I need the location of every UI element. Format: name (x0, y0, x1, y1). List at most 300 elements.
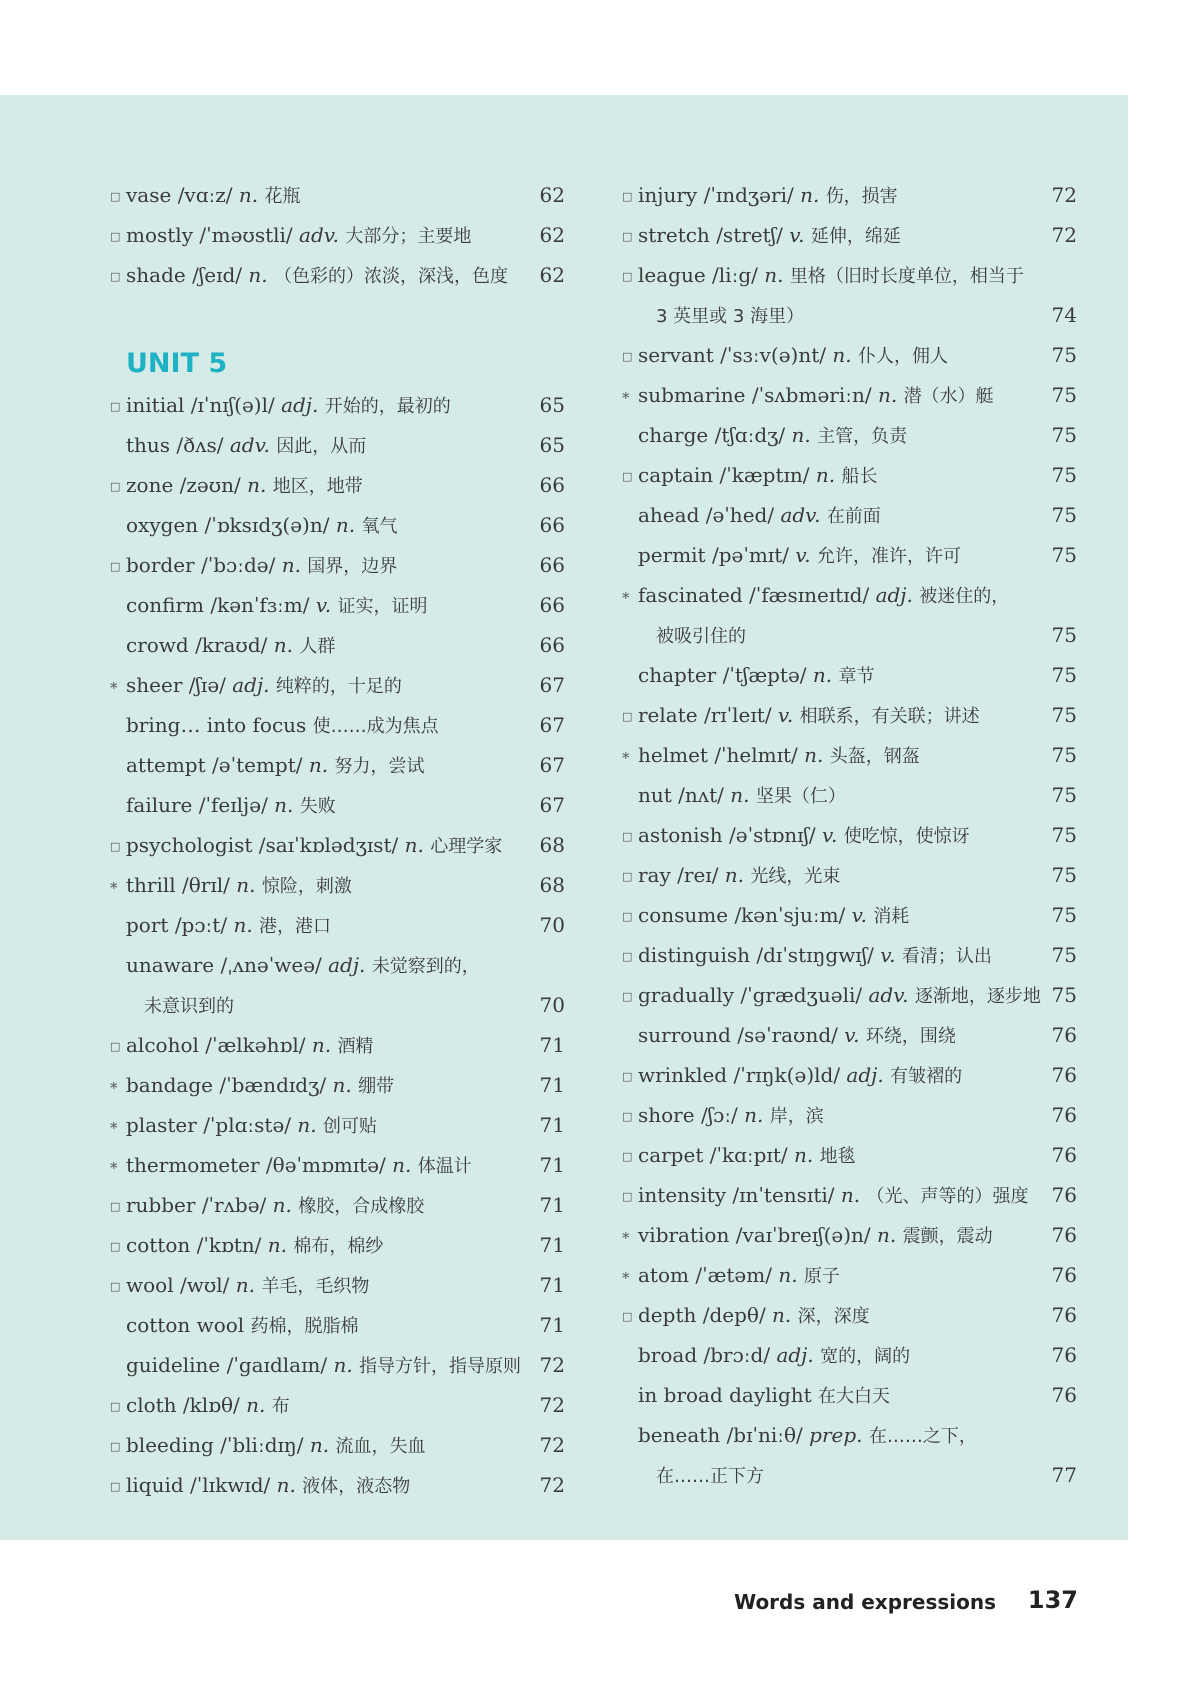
entry-page: 75 (1051, 863, 1077, 887)
entry-text (144, 993, 234, 1019)
vocab-entry (622, 1335, 1077, 1375)
entry-translation: 心理学家 (430, 836, 503, 857)
entry-word: thus (126, 433, 171, 457)
entry-phonetic: /ˈkɑːpɪt/ (709, 1143, 788, 1167)
entry-phonetic: /ˈɪndʒəri/ (703, 183, 794, 207)
entry-translation: 国界，边界 (307, 556, 398, 577)
entry-word: failure (126, 793, 193, 817)
entry-translation: 环绕，围绕 (865, 1026, 956, 1047)
entry-translation: 深，深度 (797, 1306, 870, 1327)
entry-word: captain (638, 463, 714, 487)
entry-text (622, 1423, 977, 1449)
entry-page: 76 (1051, 1263, 1077, 1287)
entry-word: psychologist (126, 833, 253, 857)
small-square-icon: □ (622, 990, 633, 1003)
entry-text (110, 1273, 369, 1299)
entry-phonetic: /dɪˈstɪŋgwɪʃ/ (756, 943, 874, 967)
entry-page: 68 (539, 873, 565, 897)
entry-text (622, 503, 881, 529)
entry-word: zone (126, 473, 174, 497)
entry-translation: 地毯 (819, 1146, 856, 1167)
entry-text (622, 823, 970, 849)
entry-page: 62 (539, 223, 565, 247)
vocab-entry (622, 1055, 1077, 1095)
entry-word: thrill (126, 873, 176, 897)
entry-word: alcohol (126, 1033, 199, 1057)
vocab-entry (622, 1415, 1077, 1455)
entry-page: 66 (539, 593, 565, 617)
vocab-entry (622, 655, 1077, 695)
entry-page: 72 (1051, 183, 1077, 207)
entry-page: 71 (539, 1073, 565, 1097)
vocab-entry (622, 1375, 1077, 1415)
asterisk-icon: * (110, 1119, 118, 1137)
entry-phonetic: /əˈtempt/ (212, 753, 303, 777)
entry-translation: 失败 (299, 796, 336, 817)
entry-page: 76 (1051, 1383, 1077, 1407)
asterisk-icon: * (110, 1159, 118, 1177)
entry-text (110, 183, 301, 209)
small-square-icon: □ (622, 830, 633, 843)
entry-pos: adv. (229, 433, 270, 457)
entry-pos: v. (851, 903, 867, 927)
vocab-entry (622, 895, 1077, 935)
entry-word: oxygen (126, 513, 199, 537)
entry-page: 67 (539, 673, 565, 697)
entry-page: 75 (1051, 623, 1077, 647)
entry-text (110, 553, 397, 579)
entry-word: astonish (638, 823, 723, 847)
entry-text (110, 1233, 383, 1259)
entry-pos: n. (804, 743, 824, 767)
entry-text (622, 663, 875, 689)
vocab-entry (622, 375, 1077, 415)
entry-pos: n. (335, 513, 356, 537)
entry-pos: n. (272, 1193, 292, 1217)
vocab-entry (110, 255, 565, 295)
entry-page: 77 (1051, 1463, 1077, 1487)
entry-translation: 允许，准许，许可 (817, 546, 961, 567)
entry-word: bandage (126, 1073, 213, 1097)
entry-pos: adj. (776, 1343, 814, 1367)
entry-phonetic: /əˈhed/ (705, 503, 775, 527)
entry-page: 66 (539, 513, 565, 537)
entry-pos: n. (233, 913, 253, 937)
entry-phonetic: /əˈstɒnɪʃ/ (729, 823, 816, 847)
entry-pos: n. (273, 633, 293, 657)
asterisk-icon: * (110, 679, 118, 697)
entry-text (110, 873, 352, 900)
entry-page: 68 (539, 833, 565, 857)
entry-word: cotton wool (126, 1313, 245, 1337)
entry-page: 65 (539, 393, 565, 417)
vocab-entry (622, 495, 1077, 535)
entry-page: 72 (539, 1393, 565, 1417)
entry-phonetic: /klɒθ/ (182, 1393, 240, 1417)
footer-section-title: Words and expressions (734, 1590, 996, 1614)
vocab-entry (110, 785, 565, 825)
entry-page: 76 (1051, 1343, 1077, 1367)
entry-text (622, 263, 1024, 289)
entry-pos: n. (281, 553, 301, 577)
entry-pos: adj. (232, 673, 270, 697)
entry-pos: v. (777, 703, 794, 727)
entry-text (110, 1113, 377, 1140)
entry-page: 66 (539, 473, 565, 497)
entry-translation: 坚果（仁） (755, 786, 846, 807)
vocab-entry (110, 215, 565, 255)
entry-continuation (110, 985, 565, 1025)
small-square-icon: □ (110, 1040, 121, 1053)
entry-translation: 使……成为焦点 (312, 716, 439, 737)
entry-page: 71 (539, 1273, 565, 1297)
entry-page: 76 (1051, 1303, 1077, 1327)
vocab-entry (110, 1265, 565, 1305)
entry-phonetic: /ˈlɪkwɪd/ (190, 1473, 271, 1497)
entry-page: 76 (1051, 1223, 1077, 1247)
entry-word: broad (638, 1343, 698, 1367)
entry-word: helmet (638, 743, 708, 767)
vocab-entry (110, 745, 565, 785)
entry-word: beneath (638, 1423, 721, 1447)
entry-word: border (126, 553, 195, 577)
vocab-entry (622, 735, 1077, 775)
entry-translation: 指导方针，指导原则 (359, 1356, 522, 1377)
entry-page: 75 (1051, 423, 1077, 447)
vocab-entry (110, 665, 565, 705)
vocab-entry (110, 385, 565, 425)
entry-pos: n. (274, 793, 294, 817)
entry-page: 76 (1051, 1023, 1077, 1047)
vocab-entry (622, 1295, 1077, 1335)
small-square-icon: □ (622, 1150, 633, 1163)
entry-pos: v. (880, 943, 896, 967)
left-column (110, 175, 565, 1505)
entry-phonetic: /saɪˈkɒlədʒɪst/ (258, 833, 399, 857)
entry-page: 71 (539, 1193, 565, 1217)
entry-translation: 花瓶 (264, 186, 301, 207)
entry-page: 75 (1051, 383, 1077, 407)
entry-pos: n. (247, 473, 267, 497)
entry-word: stretch (638, 223, 710, 247)
entry-translation: 被迷住的， (919, 586, 1010, 607)
vocab-entry (622, 695, 1077, 735)
entry-pos: n. (730, 783, 750, 807)
entry-translation: 布 (271, 1396, 290, 1417)
entry-word: atom (638, 1263, 689, 1287)
entry-translation: 宽的，阔的 (820, 1346, 911, 1367)
entry-page: 62 (539, 263, 565, 287)
entry-translation: 岸，滨 (769, 1106, 824, 1127)
entry-pos: n. (812, 663, 833, 687)
entry-page: 75 (1051, 743, 1077, 767)
small-square-icon: □ (622, 350, 633, 363)
small-square-icon: □ (110, 400, 121, 413)
entry-page: 75 (1051, 463, 1077, 487)
entry-pos: n. (815, 463, 836, 487)
right-column (622, 175, 1077, 1495)
entry-word: plaster (126, 1113, 197, 1137)
asterisk-icon: * (622, 1229, 630, 1247)
entry-translation: 主管，负责 (817, 426, 908, 447)
vocab-entry (622, 255, 1077, 295)
vocab-entry (110, 545, 565, 585)
entry-pos: adj. (328, 953, 366, 977)
entry-page: 72 (539, 1353, 565, 1377)
entry-page: 71 (539, 1153, 565, 1177)
vocab-entry (622, 855, 1077, 895)
entry-word: vibration (638, 1223, 730, 1247)
entry-pos: adv. (868, 983, 909, 1007)
entry-translation: 氧气 (361, 516, 398, 537)
entry-phonetic: /ˈsɜːv(ə)nt/ (720, 343, 826, 367)
vocab-entry (622, 1135, 1077, 1175)
entry-phonetic: /ˈsʌbməriːn/ (751, 383, 872, 407)
entry-pos: n. (236, 873, 256, 897)
entry-page: 72 (1051, 223, 1077, 247)
entry-phonetic: /ðʌs/ (176, 433, 224, 457)
entry-text (110, 1433, 425, 1459)
vocab-entry (110, 585, 565, 625)
entry-page: 75 (1051, 783, 1077, 807)
entry-phonetic: /ˈgrædʒuəli/ (740, 983, 863, 1007)
vocab-entry (110, 625, 565, 665)
asterisk-icon: * (110, 1079, 118, 1097)
entry-phonetic: /pəˈmɪt/ (711, 543, 789, 567)
entry-text (110, 473, 363, 499)
entry-translation: 橡胶，合成橡胶 (298, 1196, 425, 1217)
entry-translation: 绷带 (358, 1076, 395, 1097)
entry-word: depth (638, 1303, 697, 1327)
vocab-entry (110, 1105, 565, 1145)
entry-text (622, 863, 840, 889)
entry-phonetic: /ɪnˈtensɪti/ (732, 1183, 835, 1207)
small-square-icon: □ (622, 950, 633, 963)
entry-pos: n. (793, 1143, 814, 1167)
entry-translation: 震颤，震动 (902, 1226, 993, 1247)
entry-text (622, 943, 992, 969)
footer-page-number: 137 (1027, 1586, 1078, 1614)
entry-page: 72 (539, 1433, 565, 1457)
entry-pos: v. (822, 823, 838, 847)
entry-text (110, 1073, 394, 1100)
entry-phonetic: /ʃɪə/ (188, 673, 226, 697)
asterisk-icon: * (622, 589, 630, 607)
entry-word: surround (638, 1023, 731, 1047)
entry-word: fascinated (638, 583, 743, 607)
entry-pos: n. (840, 1183, 861, 1207)
entry-word: ahead (638, 503, 700, 527)
entry-phonetic: /ˈrɪŋk(ə)ld/ (733, 1063, 841, 1087)
entry-word: liquid (126, 1473, 184, 1497)
unit-heading: UNIT 5 (126, 348, 228, 379)
entry-text (622, 743, 920, 770)
entry-phonetic: /vaɪˈbreɪʃ(ə)n/ (735, 1223, 871, 1247)
small-square-icon: □ (622, 1070, 633, 1083)
vocab-entry (110, 1065, 565, 1105)
entry-page: 71 (539, 1313, 565, 1337)
entry-phonetic: /ˈælkəhɒl/ (205, 1033, 306, 1057)
entry-text (622, 703, 980, 729)
entry-translation: 章节 (838, 666, 875, 687)
asterisk-icon: * (622, 1269, 630, 1287)
entry-pos: adj. (846, 1063, 884, 1087)
entry-phonetic: /ˈbændɪdʒ/ (219, 1073, 327, 1097)
vocab-entry (110, 1345, 565, 1385)
entry-phonetic: /θrɪl/ (182, 873, 230, 897)
entry-pos: n. (276, 1473, 296, 1497)
entry-pos: n. (248, 263, 268, 287)
entry-word: guideline (126, 1353, 221, 1377)
entry-text (110, 713, 439, 739)
entry-page: 76 (1051, 1063, 1077, 1087)
entry-page: 75 (1051, 823, 1077, 847)
entry-pos: n. (309, 1433, 330, 1457)
small-square-icon: □ (110, 840, 121, 853)
entry-phonetic: /ˌʌnəˈweə/ (220, 953, 322, 977)
entry-continuation (622, 615, 1077, 655)
entry-page: 75 (1051, 903, 1077, 927)
entry-pos: n. (392, 1153, 412, 1177)
entry-text (110, 833, 502, 859)
entry-word: ray (638, 863, 671, 887)
entry-text (110, 593, 427, 619)
entry-word: vase (126, 183, 172, 207)
entry-word: consume (638, 903, 729, 927)
entry-page: 70 (539, 993, 565, 1017)
entry-pos: n. (800, 183, 820, 207)
entry-page: 72 (539, 1473, 565, 1497)
entry-text (622, 383, 994, 410)
entry-text (656, 1463, 764, 1489)
entry-page: 67 (539, 753, 565, 777)
entry-translation: 药棉，脱脂棉 (250, 1316, 359, 1337)
asterisk-icon: * (622, 749, 630, 767)
entry-word: injury (638, 183, 698, 207)
entry-phonetic: /ʃɔː/ (700, 1103, 738, 1127)
entry-phonetic: /pɔːt/ (174, 913, 228, 937)
entry-phonetic: /ˈgaɪdlaɪn/ (226, 1353, 328, 1377)
entry-phonetic: /ˈhelmɪt/ (714, 743, 798, 767)
entry-text (110, 1313, 359, 1339)
small-square-icon: □ (110, 1200, 121, 1213)
entry-pos: adj. (281, 393, 319, 417)
entry-translation: 纯粹的，十足的 (275, 676, 402, 697)
small-square-icon: □ (110, 1240, 121, 1253)
entry-word: shade (126, 263, 186, 287)
small-square-icon: □ (622, 470, 633, 483)
small-square-icon: □ (110, 230, 121, 243)
entry-text (622, 903, 909, 929)
entry-text (110, 793, 336, 819)
entry-pos: n. (877, 1223, 897, 1247)
entry-text (110, 263, 508, 289)
entry-phonetic: /ɪˈnɪʃ(ə)l/ (190, 393, 275, 417)
entry-translation: 未觉察到的， (371, 956, 480, 977)
entry-word: cloth (126, 1393, 177, 1417)
entry-text (110, 1393, 290, 1419)
entry-translation: 使吃惊，使惊讶 (843, 826, 970, 847)
entry-phonetic: /ˈplɑːstə/ (203, 1113, 292, 1137)
entry-pos: n. (311, 1033, 332, 1057)
entry-page: 71 (539, 1233, 565, 1257)
entry-phonetic: /nʌt/ (678, 783, 724, 807)
entry-word: charge (638, 423, 709, 447)
entry-page: 76 (1051, 1183, 1077, 1207)
entry-phonetic: /brɔːd/ (703, 1343, 771, 1367)
small-square-icon: □ (622, 1110, 633, 1123)
vocab-entry (110, 1385, 565, 1425)
entry-pos: v. (844, 1023, 860, 1047)
entry-text (622, 1143, 856, 1169)
entry-word: in broad daylight (638, 1383, 812, 1407)
entry-word: submarine (638, 383, 746, 407)
entry-translation: 光线，光束 (750, 866, 841, 887)
entry-translation: （光、声等的）强度 (866, 1186, 1029, 1207)
small-square-icon: □ (622, 910, 633, 923)
asterisk-icon: * (110, 879, 118, 897)
entry-translation: 在大白天 (818, 1386, 891, 1407)
entry-phonetic: /ˈkæptɪn/ (719, 463, 810, 487)
entry-text (110, 913, 331, 939)
vocab-entry (110, 175, 565, 215)
entry-text (656, 623, 746, 649)
entry-translation: 3 英里或 3 海里） (656, 306, 805, 327)
entry-phonetic: /ˈtʃæptə/ (722, 663, 807, 687)
entry-text (110, 633, 335, 659)
entry-phonetic: /ˈfeɪljə/ (198, 793, 268, 817)
entry-translation: 船长 (841, 466, 878, 487)
entry-translation: （色彩的）浓淡，深浅，色度 (274, 266, 508, 287)
entry-pos: v. (315, 593, 332, 617)
vocab-entry (622, 935, 1077, 975)
entry-page: 75 (1051, 703, 1077, 727)
entry-translation: 原子 (803, 1266, 840, 1287)
entry-text (622, 543, 961, 569)
entry-page: 65 (539, 433, 565, 457)
entry-text (110, 223, 471, 249)
entry-word: servant (638, 343, 714, 367)
entry-phonetic: /kənˈsjuːm/ (734, 903, 846, 927)
vocab-entry (110, 945, 565, 985)
vocab-entry (110, 1305, 565, 1345)
vocab-entry (110, 1465, 565, 1505)
entry-word: carpet (638, 1143, 704, 1167)
entry-translation: 地区，地带 (272, 476, 363, 497)
entry-word: thermometer (126, 1153, 260, 1177)
entry-translation: 惊险，刺激 (261, 876, 352, 897)
entry-translation: 头盔，钢盔 (829, 746, 920, 767)
entry-phonetic: /rɪˈleɪt/ (703, 703, 772, 727)
entry-page: 67 (539, 713, 565, 737)
entry-word: distinguish (638, 943, 751, 967)
entry-pos: n. (333, 1353, 353, 1377)
entry-text (622, 1023, 956, 1049)
entry-phonetic: /səˈraʊnd/ (737, 1023, 838, 1047)
vocab-entry (110, 1145, 565, 1185)
small-square-icon: □ (622, 1310, 633, 1323)
vocab-entry (622, 775, 1077, 815)
entry-word: league (638, 263, 706, 287)
entry-pos: n. (332, 1073, 352, 1097)
vocab-entry (622, 975, 1077, 1015)
entry-translation: 消耗 (873, 906, 910, 927)
entry-word: crowd (126, 633, 189, 657)
entry-phonetic: /ˈætəm/ (695, 1263, 772, 1287)
entry-word: wrinkled (638, 1063, 728, 1087)
entry-pos: adv. (780, 503, 821, 527)
entry-phonetic: /reɪ/ (677, 863, 719, 887)
